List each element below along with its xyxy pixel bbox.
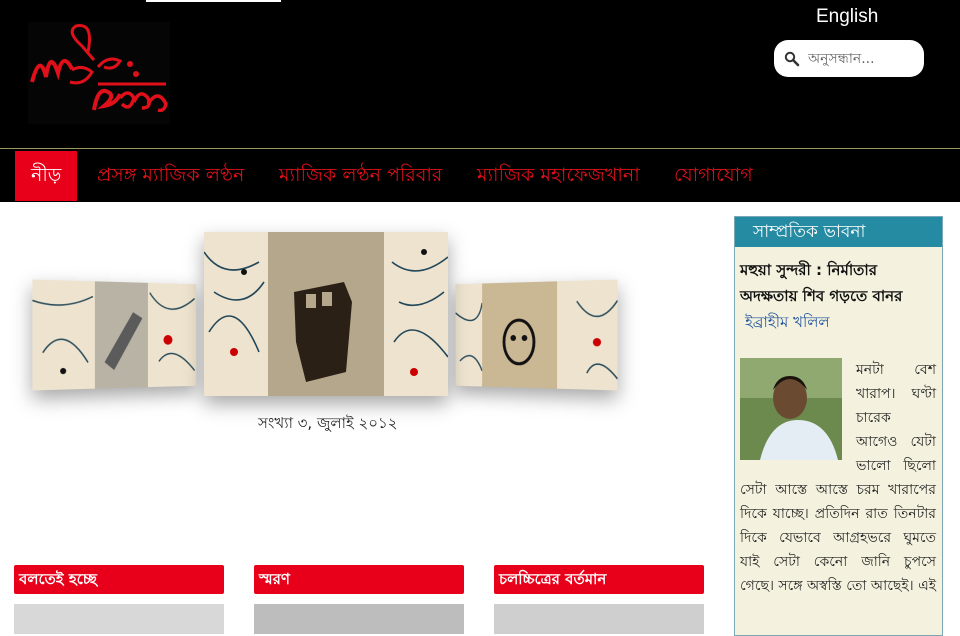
issue-cover-center[interactable] <box>204 232 448 396</box>
column-card <box>14 565 224 634</box>
main-navigation <box>0 148 960 202</box>
author-photo[interactable] <box>740 358 842 460</box>
nav-item-family[interactable]: ম্যাজিক লণ্ঠন পরিবার <box>279 164 443 186</box>
search-box[interactable] <box>774 40 924 77</box>
column-thumbnail[interactable] <box>14 604 224 634</box>
cover-art-left <box>32 280 196 391</box>
site-header <box>0 0 960 148</box>
column-card <box>254 565 464 634</box>
column-heading[interactable]: চলচ্চিত্রের বর্তমান <box>494 565 704 594</box>
recent-thoughts-sidebar <box>734 216 943 636</box>
author-photo-image <box>740 358 842 460</box>
column-card <box>494 565 704 634</box>
nav-item-home[interactable]: নীড় <box>15 151 77 201</box>
carousel-caption: সংখ্যা ৩, জুলাই ২০১২ <box>258 414 398 432</box>
nav-item-contact[interactable]: যোগাযোগ <box>674 164 753 186</box>
issue-cover-left[interactable] <box>32 280 196 391</box>
column-heading[interactable]: স্মরণ <box>254 565 464 594</box>
site-logo[interactable] <box>28 22 170 124</box>
search-icon <box>784 51 800 67</box>
column-thumbnail[interactable] <box>494 604 704 634</box>
issue-cover-carousel <box>0 220 720 420</box>
cover-art-center <box>204 232 448 396</box>
nav-item-about[interactable]: প্রসঙ্গ ম্যাজিক লণ্ঠন <box>97 164 245 186</box>
article-title-link[interactable]: মহুয়া সুন্দরী : নির্মাতার অদক্ষতায় শিব গড়তে বানর <box>740 261 903 305</box>
column-heading[interactable]: বলতেই হচ্ছে <box>14 565 224 594</box>
column-thumbnail[interactable] <box>254 604 464 634</box>
article-author-link[interactable]: ইব্রাহীম খলিল <box>745 313 830 331</box>
article-excerpt-block <box>740 358 936 598</box>
issue-cover-right[interactable] <box>456 280 618 391</box>
nav-item-archive[interactable]: ম্যাজিক মহাফেজখানা <box>477 164 640 186</box>
english-language-link[interactable]: English <box>816 6 879 27</box>
article-excerpt: মনটা বেশ খারাপ। ঘণ্টা চারেক আগেও যেটা ভালো ছিলো সেটা আস্তে আস্তে চরম খারাপের দিকে যাচ্ছে। প্রতিদিন রাত তিনটার দিকে যেভাবে আগ্রহভরে ঘুমতে যাই সেটা কেনো জানি চুপসে গেছে। সঙ্গে অস্বস্তি তো আছেই। এই <box>740 362 937 594</box>
search-input[interactable] <box>808 51 918 67</box>
top-tab-strip <box>146 0 281 2</box>
sidebar-heading: সাম্প্রতিক ভাবনা <box>735 217 942 247</box>
logo-calligraphy-icon <box>28 22 170 124</box>
cover-art-right <box>456 280 618 391</box>
